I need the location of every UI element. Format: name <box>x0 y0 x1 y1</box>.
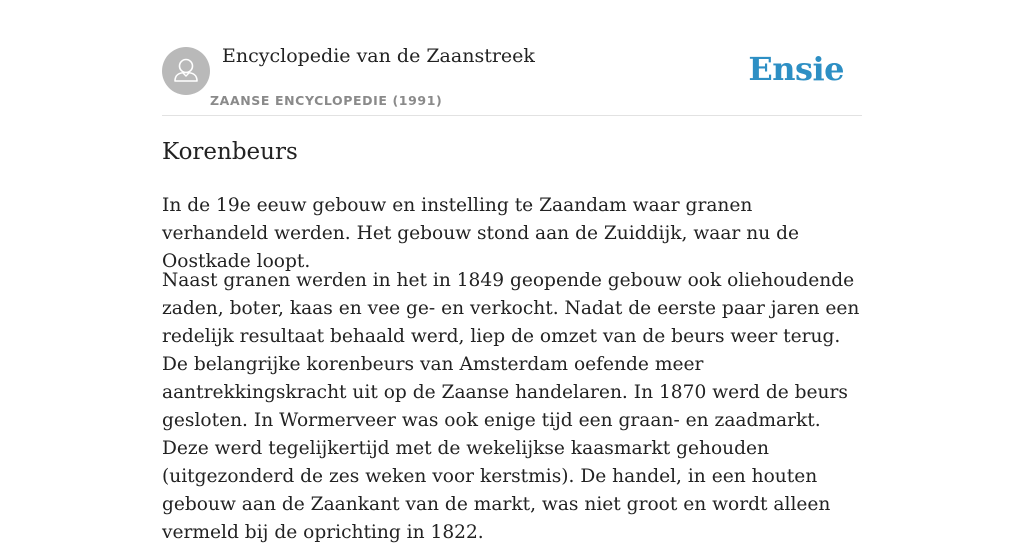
article-paragraph: In de 19e eeuw gebouw en instelling te Zaandam waar granen verhandeld werden. Het gebouw stond aan de Zuiddijk, waar nu de Oostkade loopt. <box>162 195 799 272</box>
article-title: Korenbeurs <box>162 139 298 165</box>
source-header <box>162 0 862 116</box>
article-paragraph: Naast granen werden in het in 1849 geopende gebouw ook oliehoudende zaden, boter, kaas en vee ge- en verkocht. Nadat de eerste paar jaren een redelijk resultaat behaald werd, liep de omzet van de beurs weer terug. De belangrijke korenbeurs van Amsterdam oefende meer aantrekkingskracht uit op de Zaanse handelaren. In 1870 werd de beurs gesloten. In Wormerveer was ook enige tijd een graan- en zaadmarkt. Deze werd tegelijkertijd met de wekelijkse kaasmarkt gehouden (uitgezonderd de zes weken voor kerstmis). De handel, in een houten gebouw aan de Zaankant van de markt, was niet groot en wordt alleen vermeld bij de oprichting in 1822. <box>162 270 860 543</box>
source-subtitle: ZAANSE ENCYCLOPEDIE (1991) <box>210 93 443 108</box>
ensie-logo[interactable]: Ensie <box>748 50 844 88</box>
page-container <box>162 0 862 543</box>
source-title-link[interactable]: Encyclopedie van de Zaanstreek <box>222 45 535 67</box>
user-silhouette-icon <box>162 47 210 95</box>
